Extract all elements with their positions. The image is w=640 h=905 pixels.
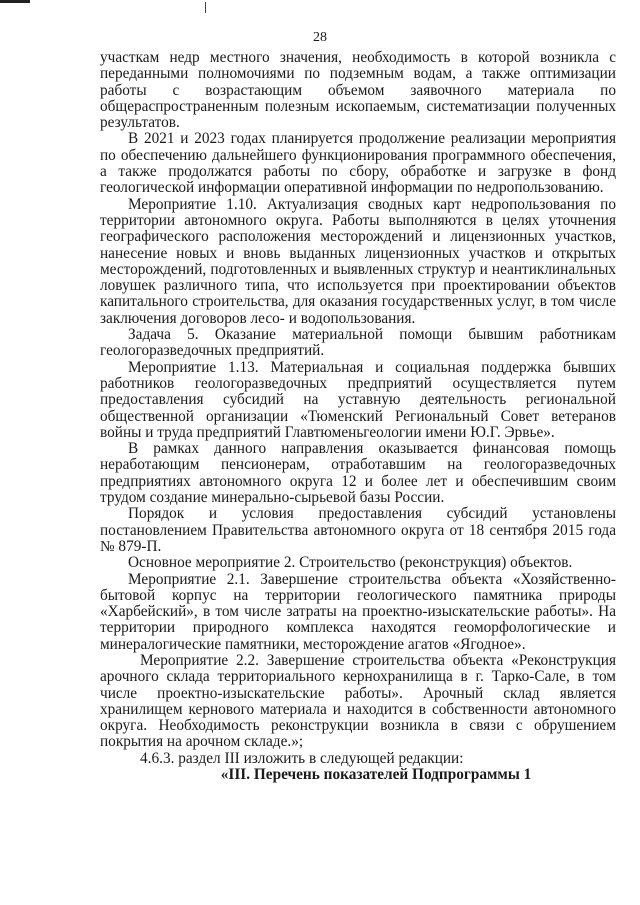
paragraph-continuation: участкам недр местного значения, необходимость в которой возникла с переданными полномочиями по подземным водам, а также оптимизации работы с возрастающим объемом заявочного материала по общераспространенным полезным ископаемым, систематизации полученных результатов. bbox=[100, 49, 616, 132]
paragraph-section-3-edit: 4.6.3. раздел III изложить в следующей редакции: bbox=[140, 749, 464, 767]
scan-tick-mark bbox=[205, 2, 206, 13]
paragraph-measure-2-2: Мероприятие 2.2. Завершение строительства объекта «Реконструкция арочного склада территориального кернохранилища в г. Тарко-Сале, в том числе проектно-изыскательские работы». Арочный склад является хранилищем кернового материала и находится в собственности автономного округа. Необходимость реконструкции возникла в связи с обрушением покрытия на арочном складе.»; bbox=[100, 651, 616, 751]
section-heading: «III. Перечень показателей Подпрограммы 1 bbox=[220, 766, 532, 784]
paragraph-task-5: Задача 5. Оказание материальной помощи бывшим работникам геологоразведочных предприятий. bbox=[100, 326, 616, 360]
paragraph-measure-1-13: Мероприятие 1.13. Материальная и социальная поддержка бывших работников геологоразведочных предприятий осуществляется путем предоставления субсидий на уставную деятельность региональной общественной организации «Тюменский Региональный Совет ветеранов войны и труда предприятий Главтюменьгеологии имени Ю.Г. Эрвье». bbox=[100, 358, 616, 441]
paragraph-main-measure-2: Основное мероприятие 2. Строительство (реконструкция) объектов. bbox=[128, 554, 573, 572]
paragraph-measure-2-1: Мероприятие 2.1. Завершение строительства объекта «Хозяйственно-бытовой корпус на территории геологического памятника природы «Харбейский», в том числе затраты на проектно-изыскательские работы». На территории природного комплекса находятся геоморфологические и минералогические памятники, месторождение агатов «Ягодное». bbox=[100, 570, 616, 653]
paragraph-measure-1-10: Мероприятие 1.10. Актуализация сводных карт недропользования по территории автономного округа. Работы выполняются в целях уточнения географического расположения месторождений и лицензионных участков, нанесение новых и вновь выданных лицензионных участков и открытых месторождений, подготовленных и выявленных структур и неантиклинальных ловушек различного типа, что используется при проектировании объектов капитального строительства, для оказания государственных услуг, в том числе заключения договоров лесо- и водопользования. bbox=[100, 195, 616, 327]
document-body bbox=[100, 50, 616, 783]
paragraph-financial-aid: В рамках данного направления оказывается финансовая помощь неработающим пенсионерам, отработавшим на геологоразведочных предприятиях автономного округа 12 и более лет и обеспечившим своим трудом создание минерально-сырьевой базы России. bbox=[100, 440, 616, 507]
paragraph-2021-2023: В 2021 и 2023 годах планируется продолжение реализации мероприятия по обеспечению дальнейшего функционирования программного обеспечения, а также продолжатся работы по сбору, обработке и загрузке в фонд геологической информации оперативной информации по недропользованию. bbox=[100, 130, 616, 197]
scan-edge-mark bbox=[0, 0, 30, 3]
paragraph-subsidy-order: Порядок и условия предоставления субсидий установлены постановлением Правительства автономного округа от 18 сентября 2015 года № 879-П. bbox=[100, 505, 616, 555]
page-number: 28 bbox=[313, 30, 327, 45]
